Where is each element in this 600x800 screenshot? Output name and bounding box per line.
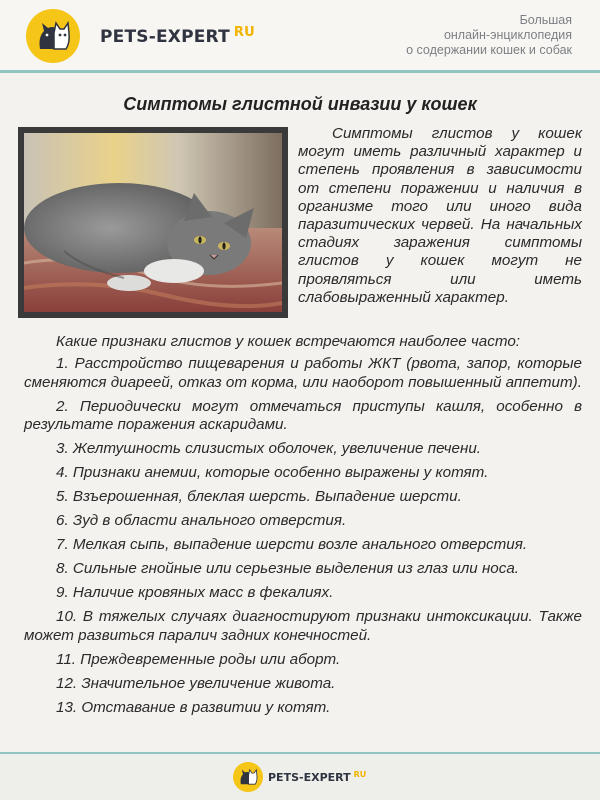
list-item: 3. Желтушность слизистых оболочек, увеличение печени. (56, 440, 481, 457)
article-title: Симптомы глистной инвазии у кошек (123, 94, 477, 114)
symptoms-list (24, 333, 582, 723)
list-item: 9. Наличие кровяных масс в фекалиях. (56, 584, 334, 601)
list-item: 2. Периодически могут отмечаться приступы кашля, особенно в результате поражения аскаридами. (24, 397, 582, 433)
footer-divider (0, 752, 600, 754)
cat-dog-logo-icon[interactable] (26, 9, 80, 63)
brand-suffix: RU (233, 25, 255, 40)
list-item: 4. Признаки анемии, которые особенно выражены у котят. (56, 464, 489, 481)
tagline-line: о содержании кошек и собак (406, 43, 572, 57)
tagline-line: онлайн-энциклопедия (443, 28, 572, 42)
site-tagline (362, 13, 572, 58)
list-lead: Какие признаки глистов у кошек встречаются наиболее часто: (56, 333, 520, 350)
list-item: 10. В тяжелых случаях диагностируют признаки интоксикации. Также может развиться паралич задних конечностей. (24, 608, 582, 644)
footer-logo-icon[interactable] (233, 762, 263, 792)
article-intro: Симптомы глистов у кошек могут иметь различный характер и степень проявления в зависимости от степени поражении и наличия в организме того или иного вида паразитических червей. На начальных стадиях заражения симптомы глистов у кошек могут не проявляться или иметь слабовыраженный характер. (298, 125, 582, 306)
lying-gray-cat-photo (24, 133, 282, 312)
footer-brand-name[interactable]: PETS-EXPERT $^{RU}$ (268, 770, 367, 784)
footer-brand-suffix: RU (353, 770, 367, 779)
list-item: 13. Отставание в развитии у котят. (56, 698, 331, 716)
list-item: 5. Взъерошенная, блеклая шерсть. Выпадение шерсти. (56, 488, 462, 505)
list-item: 12. Значительное увеличение живота. (56, 674, 336, 692)
list-item: 6. Зуд в области анального отверстия. (56, 512, 347, 529)
list-item: 1. Расстройство пищеварения и работы ЖКТ (рвота, запор, которые сменяются диареей, отказ от корма, или наоборот повышенный аппетит). (24, 355, 582, 391)
tagline-line: Большая (519, 13, 572, 27)
header-divider (0, 70, 600, 73)
list-item: 11. Преждевременные роды или аборт. (56, 650, 341, 668)
list-item: 8. Сильные гнойные или серьезные выделения из глаз или носа. (56, 560, 520, 577)
brand-name[interactable]: PETS-EXPERT $^{RU}$ (100, 25, 255, 47)
list-item: 7. Мелкая сыпь, выпадение шерсти возле анального отверстия. (56, 536, 528, 553)
